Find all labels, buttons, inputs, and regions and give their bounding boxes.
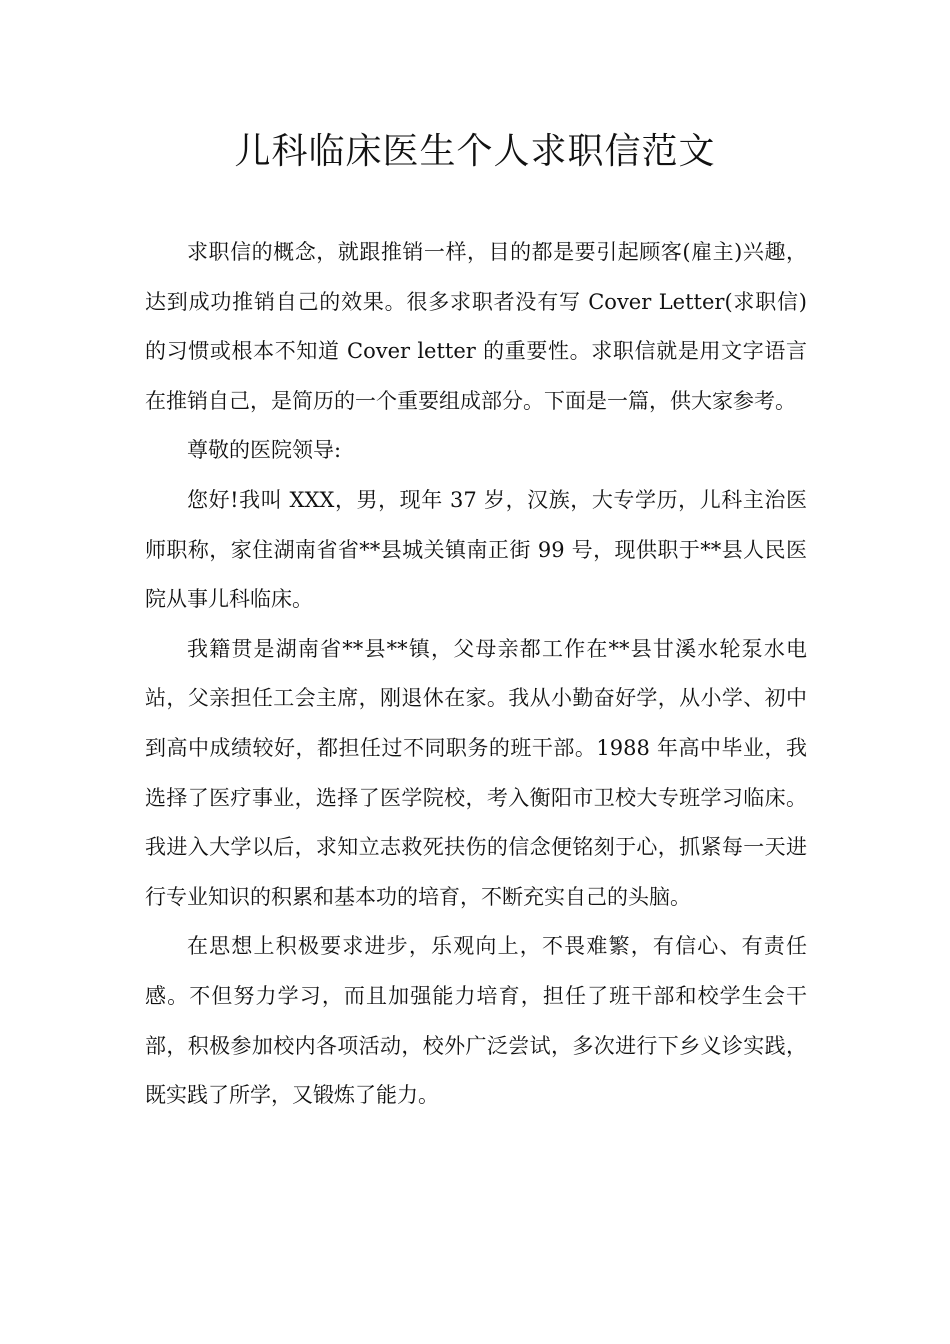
paragraph-study-experience: 在思想上积极要求进步，乐观向上，不畏难繁，有信心、有责任感。不但努力学习，而且加强能力培育，担任了班干部和校学生会干部，积极参加校内各项活动，校外广泛尝试，多次进行下乡义诊实践，既实践了所学，又锻炼了能力。 — [145, 934, 807, 1108]
paragraph-background: 我籍贯是湖南省**县**镇，父母亲都工作在**县甘溪水轮泵水电站，父亲担任工会主席，刚退休在家。我从小勤奋好学，从小学、初中到高中成绩较好，都担任过不同职务的班干部。1988 年高中毕业，我选择了医疗事业，选择了医学院校，考入衡阳市卫校大专班学习临床。我进入大学以后，求知立志救死扶伤的信念便铭刻于心，抓紧每一天进行专业知识的积累和基本功的培育，不断充实自己的头脑。 — [145, 636, 807, 909]
document-title: 儿科临床医生个人求职信范文 — [234, 131, 716, 172]
paragraph-salutation: 尊敬的医院领导: — [187, 438, 342, 463]
paragraph-intro: 求职信的概念，就跟推销一样，目的都是要引起顾客(雇主)兴趣，达到成功推销自己的效果。很多求职者没有写 Cover Letter(求职信)的习惯或根本不知道 Cover letter 的重要性。求职信就是用文字语言在推销自己，是简历的一个重要组成部分。下面是一篇，供大家参考。 — [145, 240, 807, 413]
document-body — [145, 228, 807, 1121]
paragraph-self-introduction: 您好!我叫 XXX，男，现年 37 岁，汉族，大专学历，儿科主治医师职称，家住湖南省省**县城关镇南正街 99 号，现供职于**县人民医院从事儿科临床。 — [145, 487, 807, 612]
